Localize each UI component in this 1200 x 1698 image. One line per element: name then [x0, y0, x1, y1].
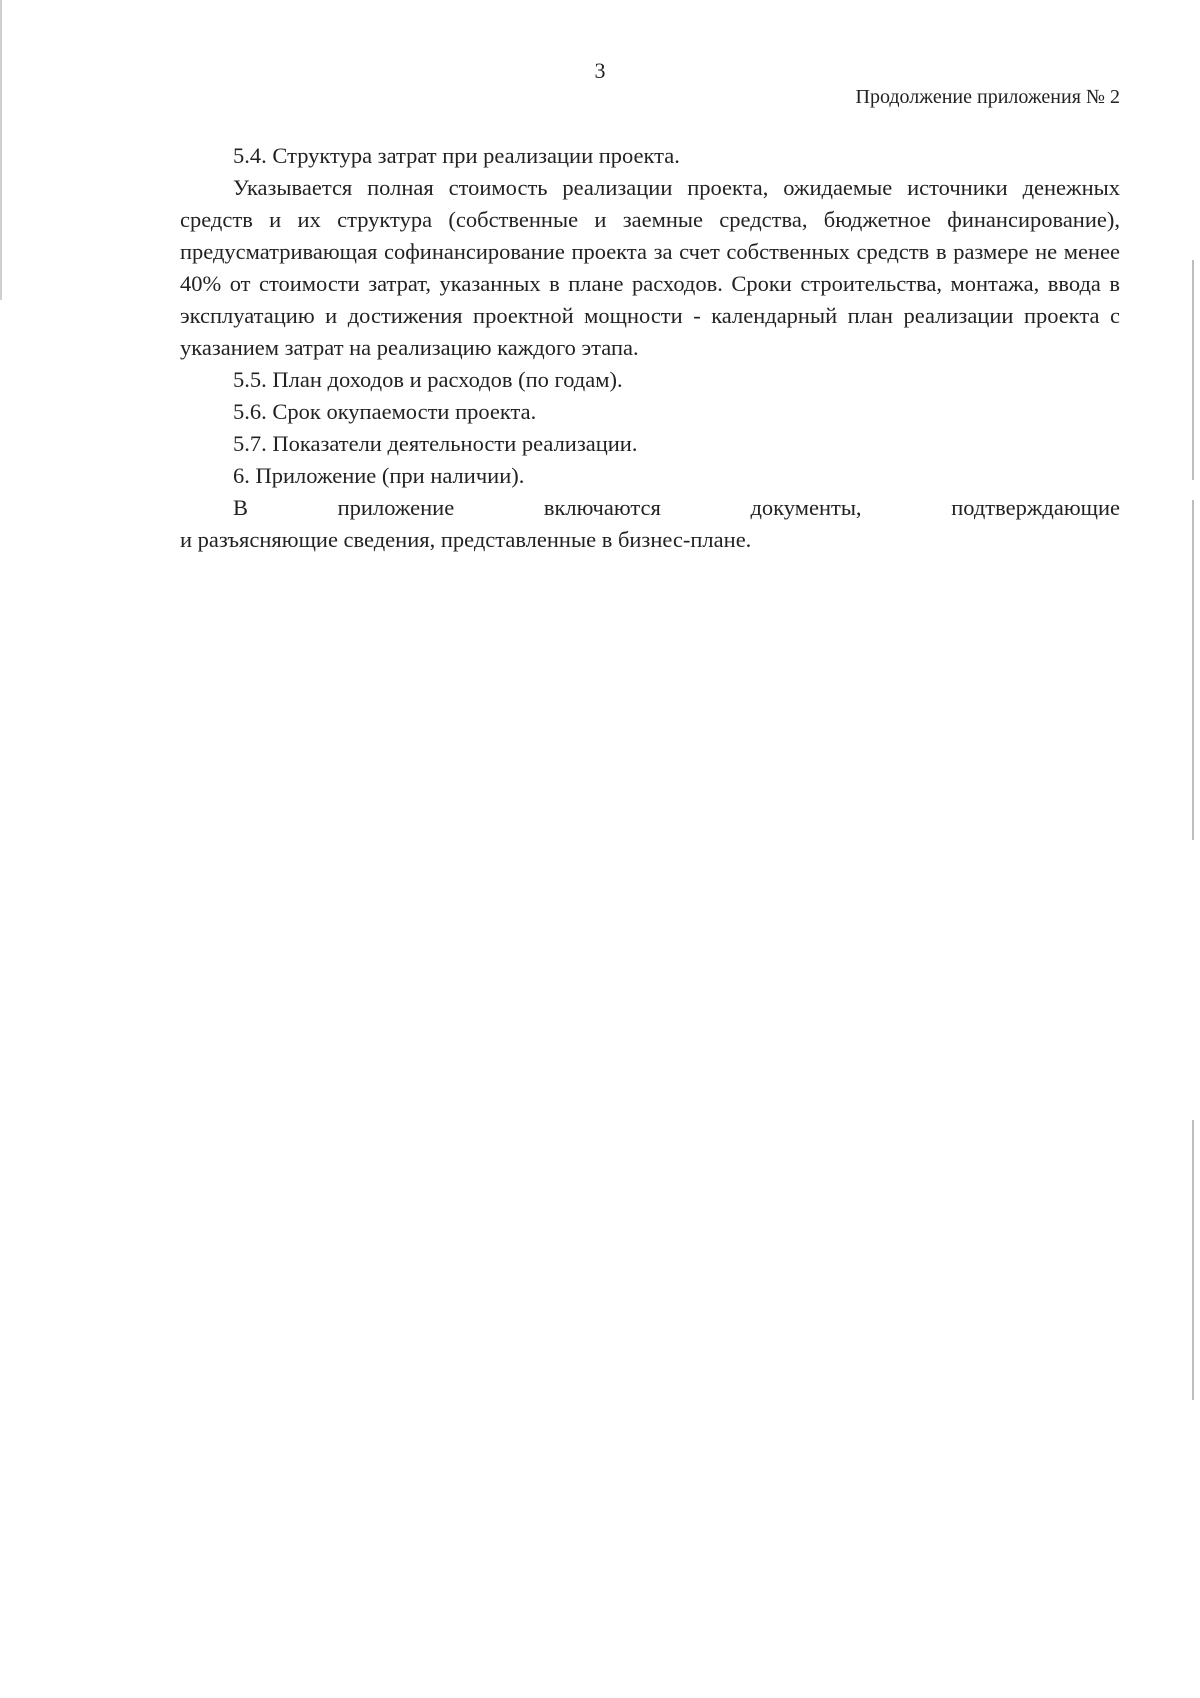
section-heading-6: 6. Приложение (при наличии). — [233, 463, 525, 488]
document-body — [180, 140, 1120, 556]
scan-edge-right — [1192, 260, 1194, 480]
page-number: 3 — [594, 58, 606, 83]
appendix-continuation-note: Продолжение приложения № 2 — [855, 86, 1120, 108]
section-heading-5-6: 5.6. Срок окупаемости проекта. — [233, 399, 537, 424]
scan-edge-right — [1192, 500, 1194, 840]
scan-edge-left — [0, 0, 2, 300]
scan-edge-right — [1192, 1120, 1194, 1400]
section-heading-5-4: 5.4. Структура затрат при реализации проекта. — [233, 143, 680, 168]
section-heading-5-5: 5.5. План доходов и расходов (по годам). — [233, 367, 623, 392]
paragraph-appendix-line-2: и разъясняющие сведения, представленные в бизнес-плане. — [180, 527, 752, 552]
section-heading-5-7: 5.7. Показатели деятельности реализации. — [233, 431, 638, 456]
paragraph-cost-structure: Указывается полная стоимость реализации проекта, ожидаемые источники денежных средств и их структура (собственные и заемные средства, бюджетное финансирование), предусматривающая софинансирование проекта за счет собственных средств в размере не менее 40% от стоимости затрат, указанных в плане расходов. Сроки строительства, монтажа, ввода в эксплуатацию и достижения проектной мощности - календарный план реализации проекта с указанием затрат на реализацию каждого этапа. — [180, 175, 1120, 360]
paragraph-appendix-line-1: В приложение включаются документы, подтверждающие — [233, 495, 1120, 520]
